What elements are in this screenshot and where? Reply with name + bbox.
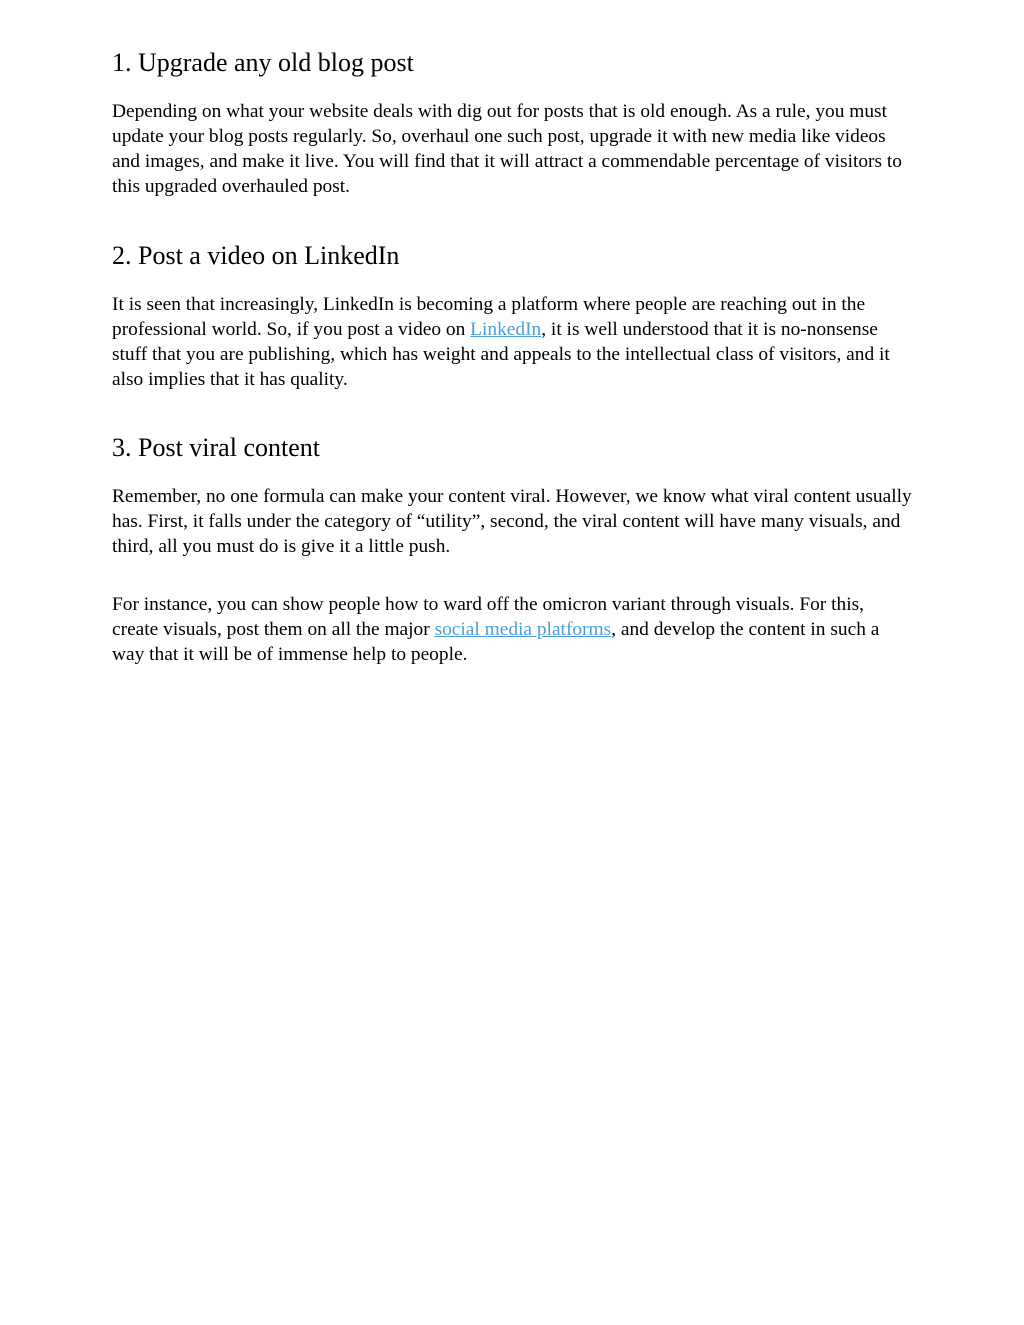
social-media-platforms-link[interactable]: social media platforms — [434, 619, 612, 640]
section-paragraph-linkedin-video — [112, 292, 912, 392]
linkedin-link[interactable]: LinkedIn — [470, 319, 542, 340]
paragraph-text-before-link: It is seen that increasingly, LinkedIn is becoming a platform where people are reaching out in the professional world. So, if you post a video on — [112, 294, 866, 340]
section-heading-upgrade-blog-post: 1. Upgrade any old blog post — [112, 48, 414, 77]
paragraph-text-after-link: , and develop the content in such a way that it will be of immense help to people. — [112, 619, 880, 665]
section-paragraph-omicron-visuals — [112, 592, 912, 667]
section-paragraph-upgrade-blog-post: Depending on what your website deals with dig out for posts that is old enough. As a rule, you must update your blog posts regularly. So, overhaul one such post, upgrade it with new media like videos and images, and make it live. You will find that it will attract a commendable percentage of visitors to this upgraded overhauled post. — [112, 101, 902, 197]
section-paragraph-viral-content: Remember, no one formula can make your content viral. However, we know what viral content usually has. First, it falls under the category of “utility”, second, the viral content will have many visuals, and third, all you must do is give it a little push. — [112, 486, 912, 557]
section-heading-viral-content: 3. Post viral content — [112, 433, 320, 462]
paragraph-text-after-link: , it is well understood that it is no-nonsense stuff that you are publishing, which has weight and appeals to the intellectual class of visitors, and it also implies that it has quality. — [112, 319, 890, 390]
section-heading-linkedin-video: 2. Post a video on LinkedIn — [112, 241, 400, 270]
paragraph-text-before-link: For instance, you can show people how to ward off the omicron variant through visuals. For this, create visuals, post them on all the major — [112, 594, 864, 640]
